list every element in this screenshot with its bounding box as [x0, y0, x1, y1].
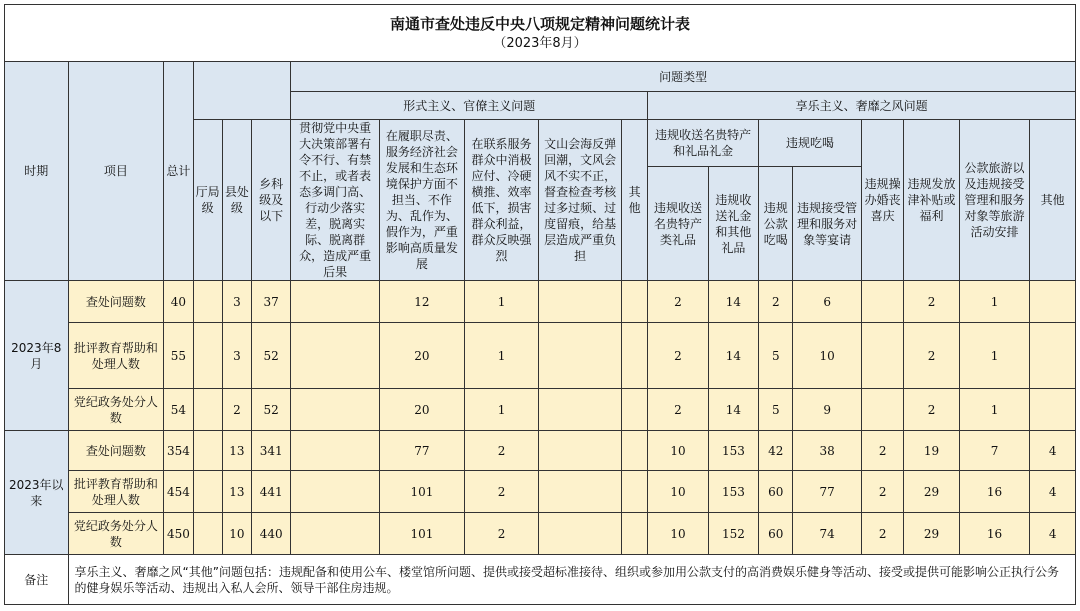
row-item: 党纪政务处分人数	[68, 389, 164, 431]
row-item: 党纪政务处分人数	[68, 513, 164, 555]
cell-gifts-a: 10	[648, 431, 709, 471]
cell-gifts-b: 14	[708, 281, 758, 323]
cell-f4	[539, 281, 622, 323]
cell-eat-a: 5	[759, 389, 793, 431]
cell-subsidy: 29	[904, 471, 959, 513]
cell-wedding: 2	[861, 471, 903, 513]
cell-eat-a: 2	[759, 281, 793, 323]
header-formalism-2: 在履职尽责、服务经济社会发展和生态环境保护方面不担当、不作为、乱作为、假作为，严重影响高质量发展	[380, 120, 465, 281]
cell-travel: 1	[959, 281, 1030, 323]
cell-wedding	[861, 323, 903, 389]
period-cell: 2023年8月	[5, 281, 69, 431]
cell-wedding	[861, 281, 903, 323]
cell-total: 40	[164, 281, 193, 323]
cell-other	[1030, 389, 1076, 431]
note-label: 备注	[5, 555, 69, 605]
cell-county: 2	[222, 389, 251, 431]
cell-f3: 1	[464, 323, 539, 389]
cell-town: 37	[252, 281, 291, 323]
cell-total: 54	[164, 389, 193, 431]
cell-f2: 101	[380, 471, 465, 513]
cell-bureau	[193, 281, 222, 323]
period-cell: 2023年以来	[5, 431, 69, 555]
cell-subsidy: 2	[904, 281, 959, 323]
cell-town: 52	[252, 323, 291, 389]
cell-eat-b: 9	[793, 389, 862, 431]
header-formalism-4: 文山会海反弹回潮，文风会风不实不正，督查检查考核过多过频、过度留痕，给基层造成严重负担	[539, 120, 622, 281]
cell-eat-a: 60	[759, 513, 793, 555]
cell-county: 13	[222, 431, 251, 471]
cell-county: 13	[222, 471, 251, 513]
cell-total: 354	[164, 431, 193, 471]
cell-county: 3	[222, 281, 251, 323]
cell-f1	[291, 281, 380, 323]
row-item: 批评教育帮助和处理人数	[68, 323, 164, 389]
cell-eat-b: 77	[793, 471, 862, 513]
cell-eat-b: 10	[793, 323, 862, 389]
cell-f3: 1	[464, 281, 539, 323]
cell-county: 10	[222, 513, 251, 555]
cell-f4	[539, 431, 622, 471]
cell-other	[1030, 281, 1076, 323]
statistics-sheet	[4, 4, 1076, 605]
cell-gifts-a: 2	[648, 323, 709, 389]
cell-f2: 101	[380, 513, 465, 555]
cell-f1	[291, 389, 380, 431]
cell-f4	[539, 389, 622, 431]
header-formalism-1: 贯彻党中央重大决策部署有令不行、有禁不止，或者表态多调门高、行动少落实差，脱离实际、脱离群众，造成严重后果	[291, 120, 380, 281]
cell-town: 52	[252, 389, 291, 431]
cell-f3: 1	[464, 389, 539, 431]
cell-gifts-b: 153	[708, 431, 758, 471]
cell-other	[1030, 323, 1076, 389]
cell-f5	[622, 513, 648, 555]
cell-eat-a: 42	[759, 431, 793, 471]
cell-travel: 1	[959, 389, 1030, 431]
cell-f2: 12	[380, 281, 465, 323]
cell-subsidy: 19	[904, 431, 959, 471]
cell-f1	[291, 513, 380, 555]
cell-gifts-a: 2	[648, 281, 709, 323]
cell-town: 440	[252, 513, 291, 555]
cell-other: 4	[1030, 471, 1076, 513]
cell-bureau	[193, 389, 222, 431]
cell-gifts-b: 14	[708, 323, 758, 389]
header-item: 项目	[68, 62, 164, 281]
header-wedding: 违规操办婚丧喜庆	[861, 120, 903, 281]
header-hedonism-other: 其他	[1030, 120, 1076, 281]
cell-town: 341	[252, 431, 291, 471]
cell-other: 4	[1030, 431, 1076, 471]
cell-bureau	[193, 431, 222, 471]
cell-subsidy: 29	[904, 513, 959, 555]
cell-travel: 16	[959, 513, 1030, 555]
cell-f5	[622, 431, 648, 471]
cell-gifts-a: 2	[648, 389, 709, 431]
cell-travel: 7	[959, 431, 1030, 471]
cell-eat-a: 5	[759, 323, 793, 389]
note-text: 享乐主义、奢靡之风“其他”问题包括：违规配备和使用公车、楼堂馆所问题、提供或接受超标准接待、组织或参加用公款支付的高消费娱乐健身等活动、接受或提供可能影响公正执行公务的健身娱乐等活动、违规出入私人会所、领导干部住房违规。	[68, 555, 1075, 605]
cell-f4	[539, 323, 622, 389]
header-travel: 公款旅游以及违规接受管理和服务对象等旅游活动安排	[959, 120, 1030, 281]
table-title: 南通市查处违反中央八项规定精神问题统计表	[389, 15, 690, 33]
cell-county: 3	[222, 323, 251, 389]
cell-f1	[291, 471, 380, 513]
cell-wedding: 2	[861, 513, 903, 555]
row-item: 批评教育帮助和处理人数	[68, 471, 164, 513]
cell-total: 454	[164, 471, 193, 513]
cell-f5	[622, 471, 648, 513]
cell-gifts-b: 152	[708, 513, 758, 555]
cell-f2: 20	[380, 323, 465, 389]
row-item: 查处问题数	[68, 431, 164, 471]
cell-bureau	[193, 471, 222, 513]
cell-wedding	[861, 389, 903, 431]
header-level-blank	[193, 62, 291, 120]
header-period: 时期	[5, 62, 69, 281]
cell-wedding: 2	[861, 431, 903, 471]
table-title-cell	[5, 5, 1076, 62]
cell-gifts-b: 153	[708, 471, 758, 513]
cell-travel: 1	[959, 323, 1030, 389]
cell-f1	[291, 431, 380, 471]
row-item: 查处问题数	[68, 281, 164, 323]
cell-gifts-a: 10	[648, 513, 709, 555]
cell-f5	[622, 281, 648, 323]
cell-total: 450	[164, 513, 193, 555]
table-subtitle: （2023年8月）	[493, 36, 587, 51]
cell-subsidy: 2	[904, 389, 959, 431]
header-eating-group: 违规吃喝	[759, 120, 862, 167]
cell-f3: 2	[464, 513, 539, 555]
cell-f5	[622, 323, 648, 389]
header-formalism: 形式主义、官僚主义问题	[291, 92, 648, 120]
header-gifts-group: 违规收送名贵特产和礼品礼金	[648, 120, 759, 167]
cell-f2: 20	[380, 389, 465, 431]
cell-f4	[539, 513, 622, 555]
header-problem-type: 问题类型	[291, 62, 1076, 92]
header-total: 总计	[164, 62, 193, 281]
header-formalism-3: 在联系服务群众中消极应付、冷硬横推、效率低下，损害群众利益，群众反映强烈	[464, 120, 539, 281]
cell-subsidy: 2	[904, 323, 959, 389]
cell-eat-a: 60	[759, 471, 793, 513]
cell-eat-b: 74	[793, 513, 862, 555]
cell-f5	[622, 389, 648, 431]
cell-f3: 2	[464, 471, 539, 513]
header-gifts-cash: 违规收送礼金和其他礼品	[708, 167, 758, 281]
header-formalism-other: 其他	[622, 120, 648, 281]
cell-eat-b: 6	[793, 281, 862, 323]
cell-travel: 16	[959, 471, 1030, 513]
header-eating-public: 违规公款吃喝	[759, 167, 793, 281]
header-level-county: 县处级	[222, 120, 251, 281]
cell-town: 441	[252, 471, 291, 513]
header-subsidy: 违规发放津补贴或福利	[904, 120, 959, 281]
header-level-town: 乡科级及以下	[252, 120, 291, 281]
cell-f2: 77	[380, 431, 465, 471]
cell-f1	[291, 323, 380, 389]
cell-total: 55	[164, 323, 193, 389]
cell-gifts-b: 14	[708, 389, 758, 431]
header-eating-banquet: 违规接受管理和服务对象等宴请	[793, 167, 862, 281]
header-level-bureau: 厅局级	[193, 120, 222, 281]
cell-gifts-a: 10	[648, 471, 709, 513]
cell-eat-b: 38	[793, 431, 862, 471]
cell-other: 4	[1030, 513, 1076, 555]
header-hedonism: 享乐主义、奢靡之风问题	[648, 92, 1076, 120]
header-gifts-specialty: 违规收送名贵特产类礼品	[648, 167, 709, 281]
statistics-table	[4, 4, 1076, 605]
cell-f3: 2	[464, 431, 539, 471]
cell-bureau	[193, 513, 222, 555]
cell-bureau	[193, 323, 222, 389]
cell-f4	[539, 471, 622, 513]
